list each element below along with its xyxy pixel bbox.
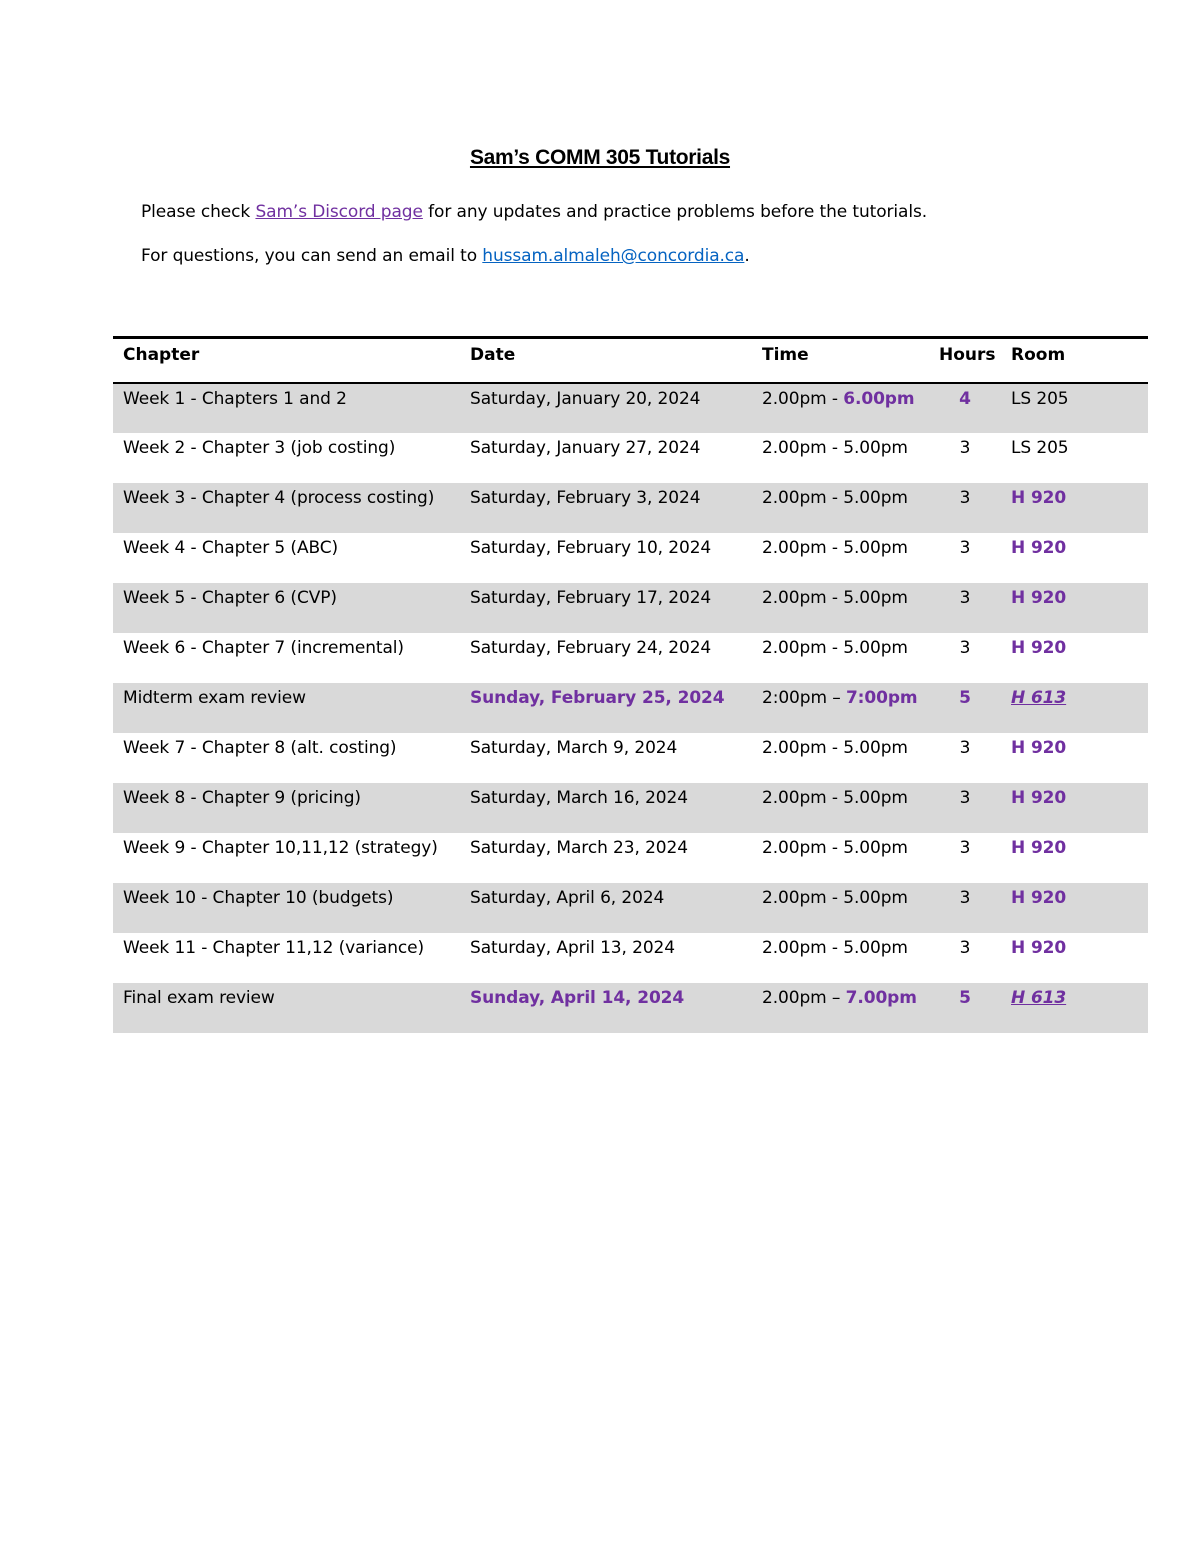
chapter-cell: Week 6 - Chapter 7 (incremental): [123, 637, 404, 658]
date-cell: Sunday, February 25, 2024: [460, 683, 752, 733]
table-row: [113, 433, 1148, 483]
date-cell: Saturday, January 20, 2024: [460, 383, 752, 433]
time-start: 2.00pm -: [762, 837, 844, 858]
hours-cell: 4: [929, 383, 1001, 433]
hours-cell: 3: [959, 737, 971, 758]
chapter-cell: Week 4 - Chapter 5 (ABC): [123, 537, 339, 558]
table-row: [113, 883, 1148, 933]
tutorial-schedule-table: [113, 336, 1148, 1033]
table-row: [113, 483, 1148, 533]
time-start: 2.00pm -: [762, 587, 844, 608]
date-cell: Saturday, March 23, 2024: [470, 837, 688, 858]
hours-cell: 3: [959, 537, 971, 558]
time-end: 5.00pm: [843, 737, 908, 758]
time-start: 2.00pm -: [762, 787, 844, 808]
date-cell: Saturday, April 6, 2024: [460, 883, 752, 933]
discord-notice: [141, 202, 927, 222]
chapter-cell: Week 5 - Chapter 6 (CVP): [113, 583, 460, 633]
date-cell: Saturday, February 24, 2024: [470, 637, 712, 658]
table-header-row: [113, 338, 1148, 383]
hours-cell: 3: [959, 837, 971, 858]
email-link[interactable]: hussam.almaleh@concordia.ca: [482, 246, 745, 266]
time-start: 2.00pm -: [762, 487, 844, 508]
time-end: 5.00pm: [843, 637, 908, 658]
column-header-room: Room: [1001, 338, 1148, 383]
table-row: [113, 683, 1148, 733]
discord-page-link[interactable]: Sam’s Discord page: [255, 202, 423, 222]
date-cell: Saturday, February 3, 2024: [460, 483, 752, 533]
table-row: [113, 383, 1148, 433]
table-row: [113, 533, 1148, 583]
time-end: 7.00pm: [845, 987, 917, 1008]
chapter-cell: Week 9 - Chapter 10,11,12 (strategy): [123, 837, 438, 858]
time-end: 6.00pm: [843, 388, 915, 409]
room-cell: H 920: [1011, 937, 1067, 958]
discord-notice-suffix: for any updates and practice problems before the tutorials.: [422, 202, 928, 222]
date-cell: Saturday, February 10, 2024: [470, 537, 712, 558]
table-row: [113, 983, 1148, 1033]
hours-cell: 5: [929, 683, 1001, 733]
room-cell: H 613: [1001, 683, 1148, 733]
page-title: Sam’s COMM 305 Tutorials: [469, 146, 731, 169]
time-cell: [752, 933, 929, 983]
time-cell: [752, 433, 929, 483]
time-end: 5.00pm: [843, 537, 908, 558]
room-cell: LS 205: [1001, 383, 1148, 433]
chapter-cell: Week 1 - Chapters 1 and 2: [113, 383, 460, 433]
time-cell: [752, 583, 929, 633]
table-row: [113, 783, 1148, 833]
date-cell: Sunday, April 14, 2024: [460, 983, 752, 1033]
room-cell: H 920: [1011, 637, 1067, 658]
hours-cell: 3: [929, 583, 1001, 633]
time-cell: [752, 983, 929, 1033]
contact-prefix: For questions, you can send an email to: [141, 246, 483, 266]
date-cell: Saturday, March 9, 2024: [470, 737, 678, 758]
hours-cell: 3: [959, 937, 971, 958]
contact-line: [141, 246, 750, 266]
time-cell: [752, 633, 929, 683]
chapter-cell: Week 8 - Chapter 9 (pricing): [113, 783, 460, 833]
time-start: 2.00pm -: [762, 437, 844, 458]
chapter-cell: Week 3 - Chapter 4 (process costing): [113, 483, 460, 533]
room-cell: H 920: [1001, 483, 1148, 533]
chapter-cell: Week 7 - Chapter 8 (alt. costing): [123, 737, 397, 758]
date-cell: Saturday, February 17, 2024: [460, 583, 752, 633]
time-cell: [752, 883, 929, 933]
room-cell: H 920: [1011, 537, 1067, 558]
date-cell: Saturday, April 13, 2024: [470, 937, 675, 958]
table-row: [113, 633, 1148, 683]
table-row: [113, 833, 1148, 883]
time-end: 5.00pm: [843, 937, 908, 958]
time-end: 5.00pm: [843, 587, 908, 608]
chapter-cell: Midterm exam review: [113, 683, 460, 733]
contact-suffix: .: [744, 246, 750, 266]
date-cell: Saturday, January 27, 2024: [470, 437, 701, 458]
table-row: [113, 583, 1148, 633]
time-start: 2.00pm -: [762, 937, 844, 958]
time-cell: [752, 483, 929, 533]
time-end: 5.00pm: [843, 837, 908, 858]
room-cell: H 920: [1011, 737, 1067, 758]
discord-notice-prefix: Please check: [141, 202, 256, 222]
chapter-cell: Week 2 - Chapter 3 (job costing): [123, 437, 396, 458]
room-cell: H 920: [1001, 883, 1148, 933]
column-header-date: Date: [460, 338, 752, 383]
date-cell: Saturday, March 16, 2024: [460, 783, 752, 833]
time-start: 2.00pm –: [762, 987, 846, 1008]
hours-cell: 3: [959, 437, 971, 458]
room-cell: H 920: [1011, 837, 1067, 858]
hours-cell: 5: [929, 983, 1001, 1033]
chapter-cell: Week 10 - Chapter 10 (budgets): [113, 883, 460, 933]
time-start: 2.00pm -: [762, 737, 844, 758]
chapter-cell: Week 11 - Chapter 11,12 (variance): [123, 937, 425, 958]
column-header-hours: Hours: [929, 338, 1001, 383]
room-cell: H 920: [1001, 783, 1148, 833]
chapter-cell: Final exam review: [113, 983, 460, 1033]
time-start: 2.00pm -: [762, 537, 844, 558]
time-cell: [752, 683, 929, 733]
room-cell: LS 205: [1011, 437, 1069, 458]
room-cell: H 613: [1001, 983, 1148, 1033]
time-cell: [752, 533, 929, 583]
time-start: 2:00pm –: [762, 687, 846, 708]
time-end: 5.00pm: [843, 787, 908, 808]
column-header-time: Time: [752, 338, 929, 383]
hours-cell: 3: [929, 883, 1001, 933]
time-end: 5.00pm: [843, 887, 908, 908]
hours-cell: 3: [959, 637, 971, 658]
time-end: 5.00pm: [843, 437, 908, 458]
time-cell: [752, 833, 929, 883]
hours-cell: 3: [929, 483, 1001, 533]
time-end: 7:00pm: [845, 687, 918, 708]
time-start: 2.00pm -: [762, 887, 844, 908]
column-header-chapter: Chapter: [113, 338, 460, 383]
time-start: 2.00pm -: [762, 388, 844, 409]
time-cell: [752, 383, 929, 433]
time-end: 5.00pm: [843, 487, 908, 508]
room-cell: H 920: [1001, 583, 1148, 633]
time-start: 2.00pm -: [762, 637, 844, 658]
hours-cell: 3: [929, 783, 1001, 833]
table-row: [113, 933, 1148, 983]
table-row: [113, 733, 1148, 783]
time-cell: [752, 783, 929, 833]
time-cell: [752, 733, 929, 783]
